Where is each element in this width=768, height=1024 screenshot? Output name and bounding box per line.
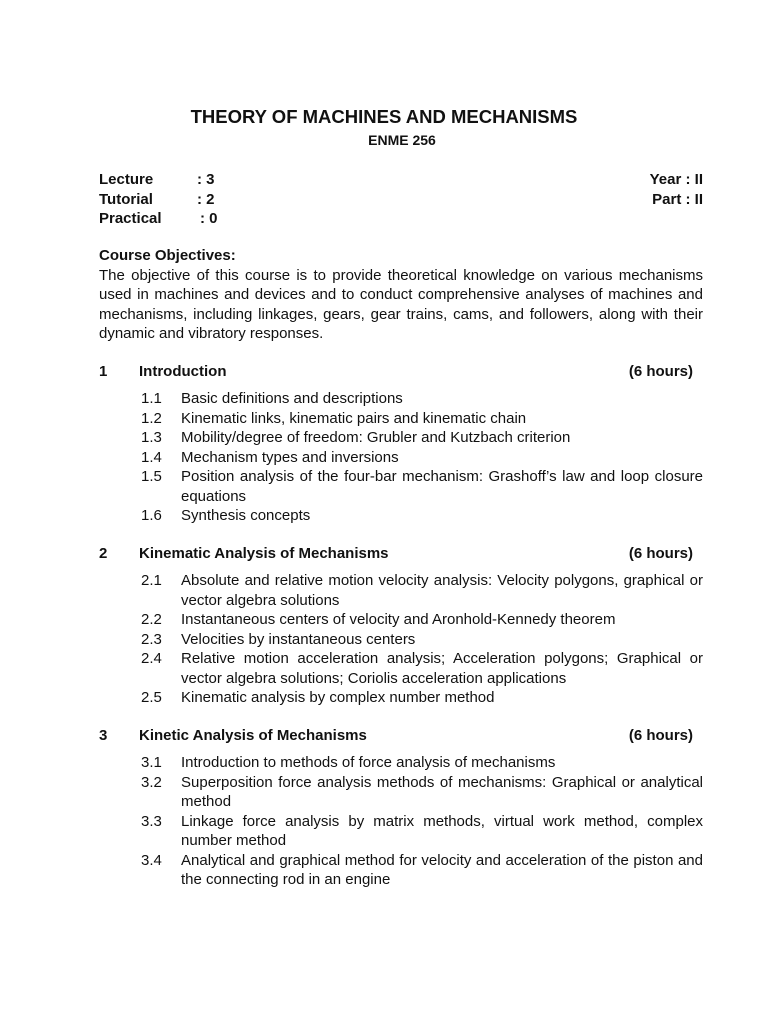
item-number: 3.3 [141, 812, 162, 830]
item-text: Introduction to methods of force analysis of mechanisms [181, 754, 556, 771]
item-text: Superposition force analysis methods of mechanisms: Graphical or analytical method [181, 773, 703, 810]
list-item [141, 851, 703, 890]
part-label: Part : II [652, 190, 703, 208]
item-text: Relative motion acceleration analysis; Acceleration polygons; Graphical or vector algebra solutions; Coriolis acceleration applications [181, 650, 703, 687]
item-number: 2.4 [141, 650, 162, 667]
item-text: Absolute and relative motion velocity analysis: Velocity polygons, graphical or vector algebra solutions [181, 572, 703, 609]
list-item [141, 389, 703, 409]
section-number: 2 [99, 545, 108, 562]
list-item [141, 753, 703, 773]
list-item [141, 649, 703, 688]
item-number: 3.1 [141, 754, 162, 771]
section-items [141, 753, 703, 890]
section-hours: (6 hours) [628, 363, 693, 380]
section-items [141, 571, 703, 708]
item-number: 1.3 [141, 429, 162, 446]
meta-row-practical [99, 209, 218, 229]
item-number: 3.2 [141, 773, 162, 791]
objectives-text: The objective of this course is to provide theoretical knowledge on various mechanisms used in machines and devices and to conduct comprehensive analyses of machines and mechanisms, including linkages, gears, gear trains, cams, and followers, along with their dynamic and vibratory responses. [99, 266, 703, 342]
meta-row-tutorial [99, 190, 218, 210]
meta-value: : 2 [197, 190, 215, 208]
year-label: Year : II [649, 171, 703, 188]
section-title: Introduction [139, 363, 227, 380]
item-number: 2.5 [141, 689, 162, 706]
list-item [141, 409, 703, 429]
course-objectives [99, 246, 703, 344]
list-item [141, 506, 703, 526]
list-item [141, 630, 703, 650]
item-text: Kinematic links, kinematic pairs and kinematic chain [181, 409, 527, 427]
year-part [650, 170, 703, 209]
list-item [141, 467, 703, 506]
meta-key: Tutorial [99, 190, 153, 208]
item-text: Mobility/degree of freedom: Grubler and Kutzbach criterion [181, 429, 571, 446]
item-number: 2.3 [141, 630, 162, 648]
meta-value: : 0 [200, 210, 218, 227]
item-number: 2.1 [141, 572, 162, 589]
list-item [141, 448, 703, 468]
section-hours: (6 hours) [628, 727, 693, 744]
meta-key: Practical [99, 210, 162, 227]
item-text: Synthesis concepts [181, 507, 311, 524]
item-number: 1.2 [141, 409, 162, 427]
item-number: 1.1 [141, 390, 162, 407]
objectives-heading: Course Objectives: [99, 247, 236, 264]
list-item [141, 428, 703, 448]
item-number: 2.2 [141, 611, 162, 628]
item-text: Mechanism types and inversions [181, 448, 399, 466]
item-number: 1.4 [141, 448, 162, 466]
item-number: 3.4 [141, 851, 162, 869]
section-number: 1 [99, 363, 108, 380]
section-hours: (6 hours) [628, 545, 693, 562]
item-text: Analytical and graphical method for velocity and acceleration of the piston and the connecting rod in an engine [181, 851, 703, 888]
section-title: Kinetic Analysis of Mechanisms [139, 727, 367, 744]
section-title: Kinematic Analysis of Mechanisms [139, 545, 389, 562]
meta-value: : 3 [197, 171, 215, 188]
item-text: Instantaneous centers of velocity and Aronhold-Kennedy theorem [181, 611, 616, 628]
hours-breakdown [99, 170, 218, 229]
item-text: Kinematic analysis by complex number method [181, 689, 495, 706]
list-item [141, 812, 703, 851]
item-text: Position analysis of the four-bar mechanism: Grashoff’s law and loop closure equations [181, 468, 703, 505]
list-item [141, 571, 703, 610]
item-text: Velocities by instantaneous centers [181, 630, 416, 648]
section-number: 3 [99, 727, 108, 744]
list-item [141, 610, 703, 630]
item-number: 1.6 [141, 507, 162, 524]
section-items [141, 389, 703, 526]
list-item [141, 688, 703, 708]
document-title: THEORY OF MACHINES AND MECHANISMS [190, 106, 578, 127]
course-code: ENME 256 [368, 132, 436, 148]
item-text: Basic definitions and descriptions [181, 390, 403, 407]
list-item [141, 773, 703, 812]
item-text: Linkage force analysis by matrix methods, virtual work method, complex number method [181, 812, 703, 849]
meta-row-lecture [99, 170, 218, 190]
meta-key: Lecture [99, 171, 154, 188]
item-number: 1.5 [141, 468, 162, 485]
